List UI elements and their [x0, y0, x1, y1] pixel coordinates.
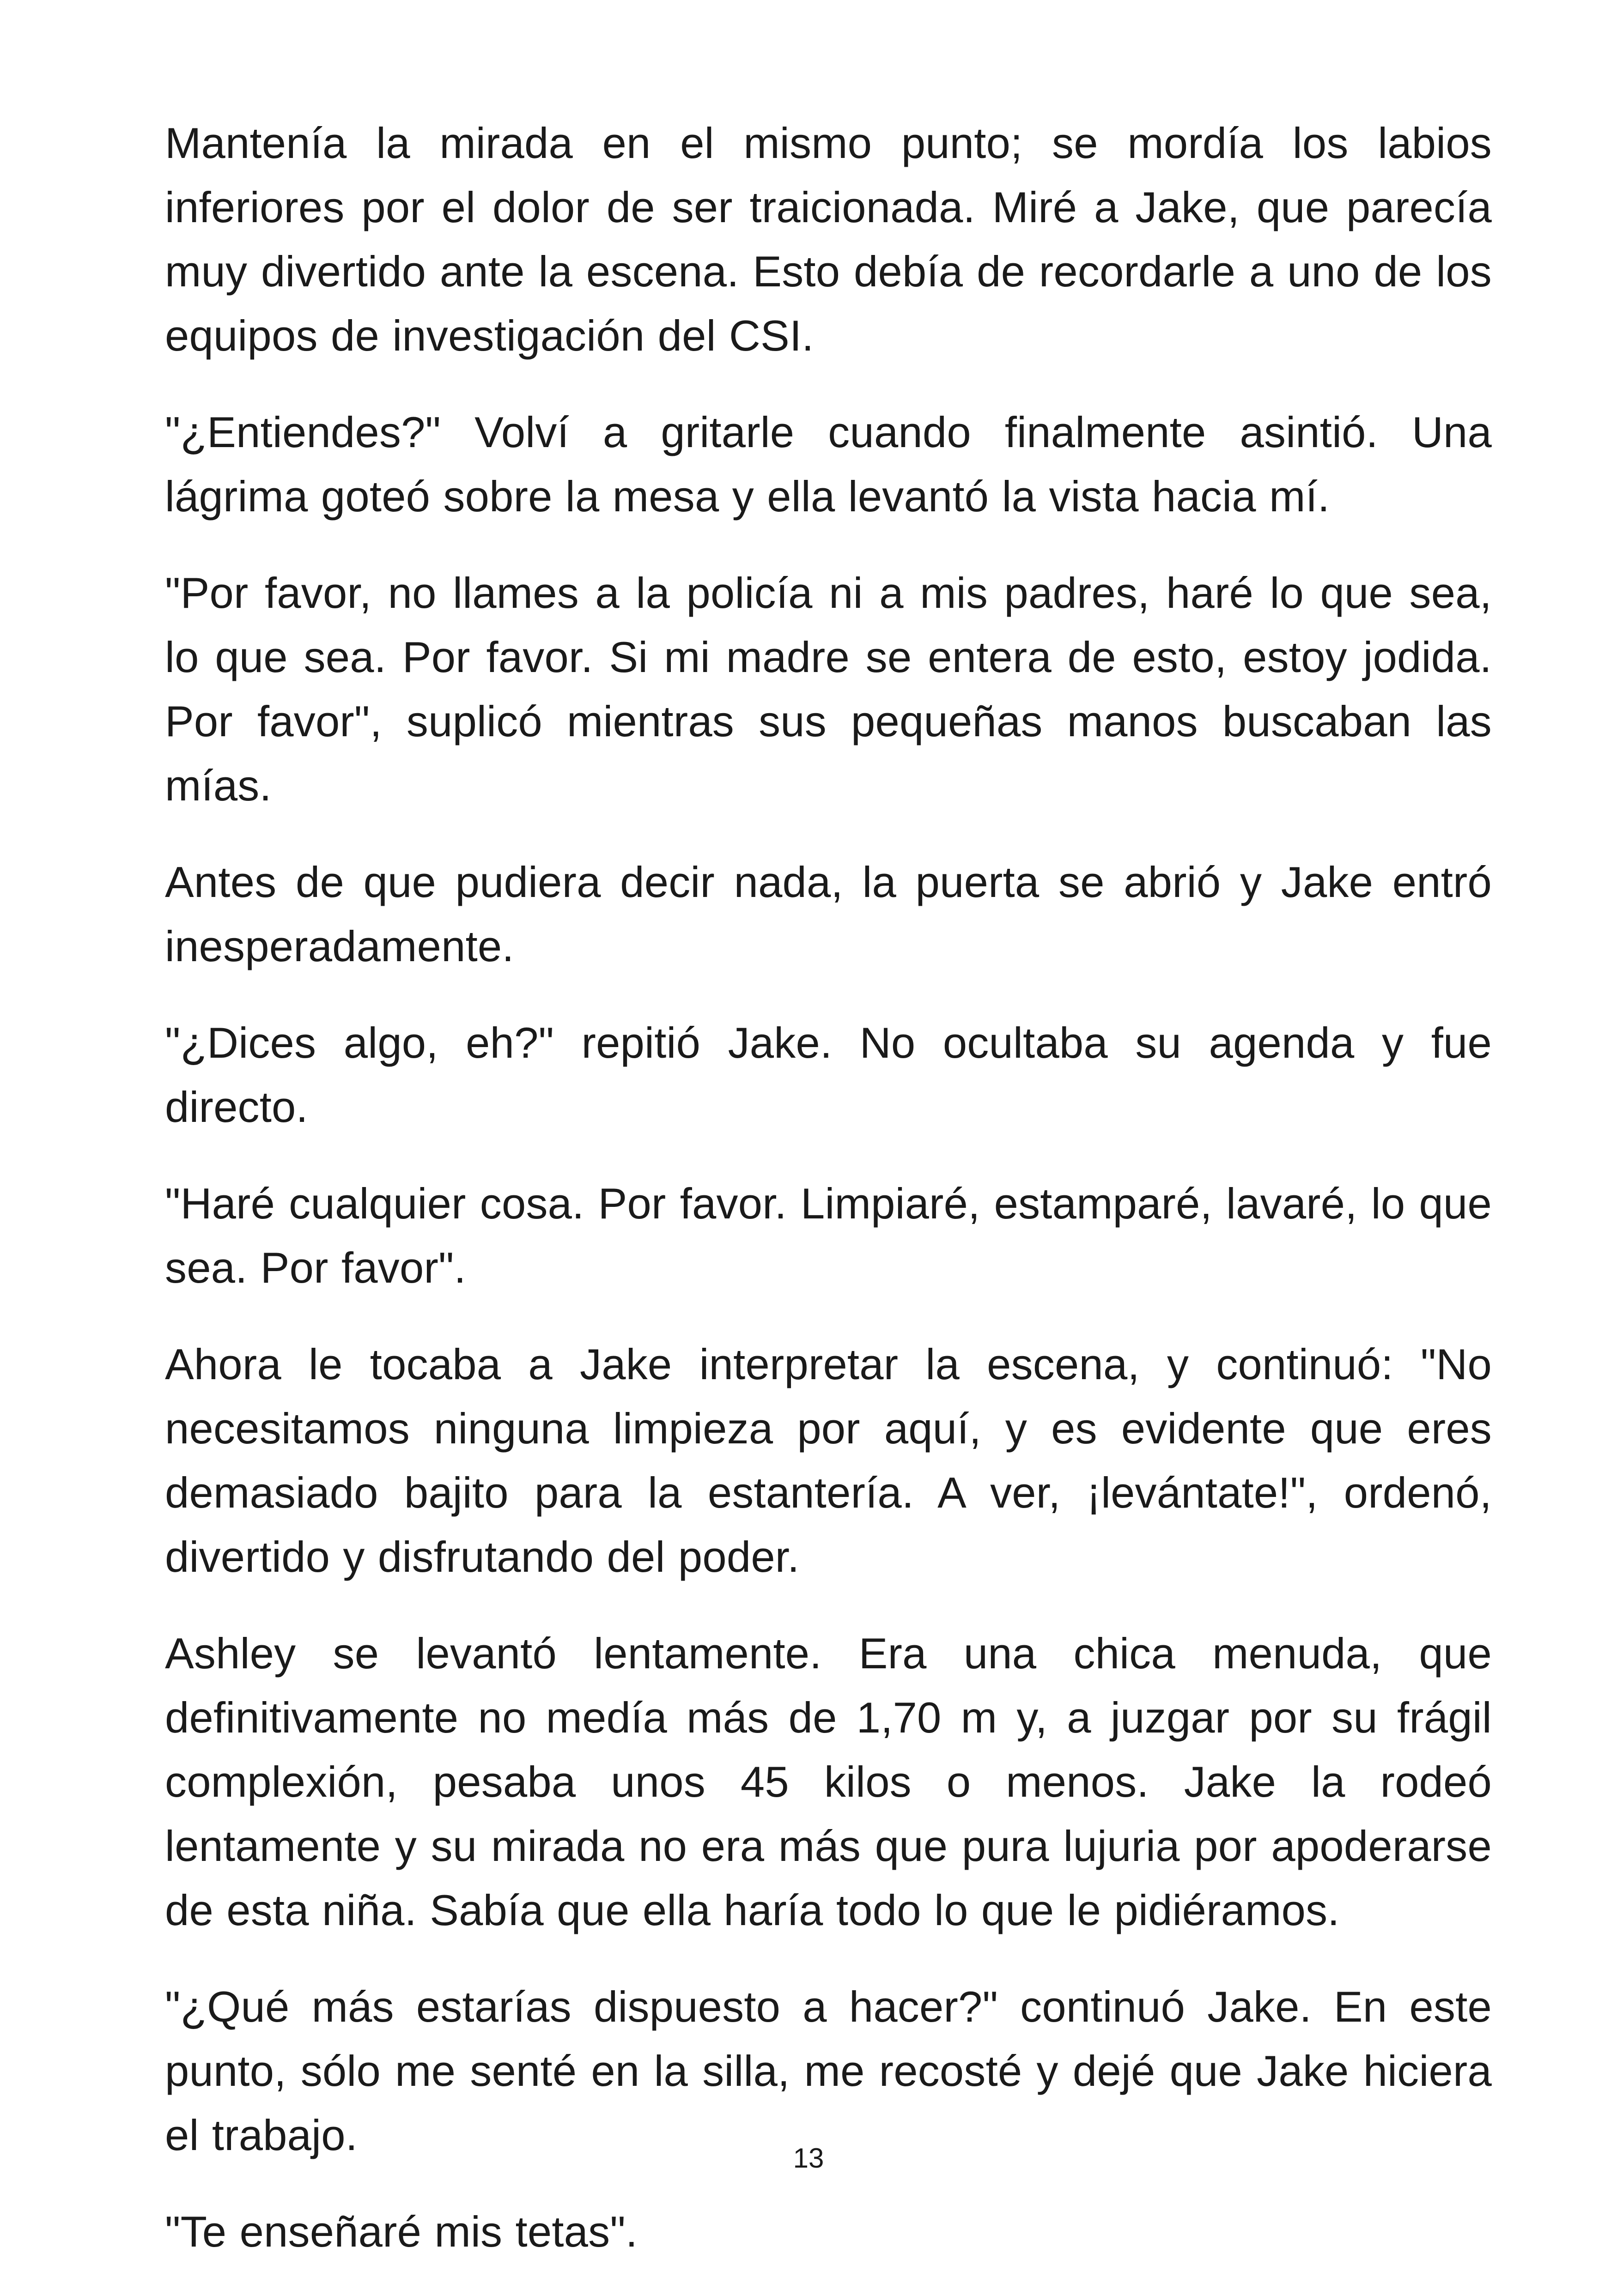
body-text — [165, 111, 1492, 2296]
paragraph-10: "Te enseñaré mis tetas". — [165, 2207, 638, 2256]
paragraph-1: Mantenía la mirada en el mismo punto; se mordía los labios inferiores por el dolor de ser traicionada. Miré a Jake, que parecía muy divertido ante la escena. Esto debía de recordarle a uno de los equipos de investigación del CSI. — [165, 119, 1492, 360]
paragraph-5: "¿Dices algo, eh?" repitió Jake. No ocultaba su agenda y fue directo. — [165, 1018, 1492, 1131]
paragraph-8: Ashley se levantó lentamente. Era una chica menuda, que definitivamente no medía más de 1,70 m y, a juzgar por su frágil complexión, pesaba unos 45 kilos o menos. Jake la rodeó lentamente y su mirada no era más que pura lujuria por apoderarse de esta niña. Sabía que ella haría todo lo que le pidiéramos. — [165, 1629, 1492, 1934]
paragraph-6: "Haré cualquier cosa. Por favor. Limpiaré, estamparé, lavaré, lo que sea. Por favor". — [165, 1179, 1492, 1292]
paragraph-9: "¿Qué más estarías dispuesto a hacer?" continuó Jake. En este punto, sólo me senté en la silla, me recosté y dejé que Jake hiciera el trabajo. — [165, 1982, 1492, 2159]
paragraph-4: Antes de que pudiera decir nada, la puerta se abrió y Jake entró inesperadamente. — [165, 858, 1492, 970]
paragraph-2: "¿Entiendes?" Volví a gritarle cuando finalmente asintió. Una lágrima goteó sobre la mesa y ella levantó la vista hacia mí. — [165, 408, 1492, 521]
page-number: 13 — [793, 2143, 824, 2174]
paragraph-7: Ahora le tocaba a Jake interpretar la escena, y continuó: "No necesitamos ninguna limpieza por aquí, y es evidente que eres demasiado bajito para la estantería. A ver, ¡levántate!", ordenó, divertido y disfrutando del poder. — [165, 1340, 1492, 1581]
paragraph-3: "Por favor, no llames a la policía ni a mis padres, haré lo que sea, lo que sea. Por favor. Si mi madre se entera de esto, estoy jodida. Por favor", suplicó mientras sus pequeñas manos buscaban las mías. — [165, 569, 1492, 810]
